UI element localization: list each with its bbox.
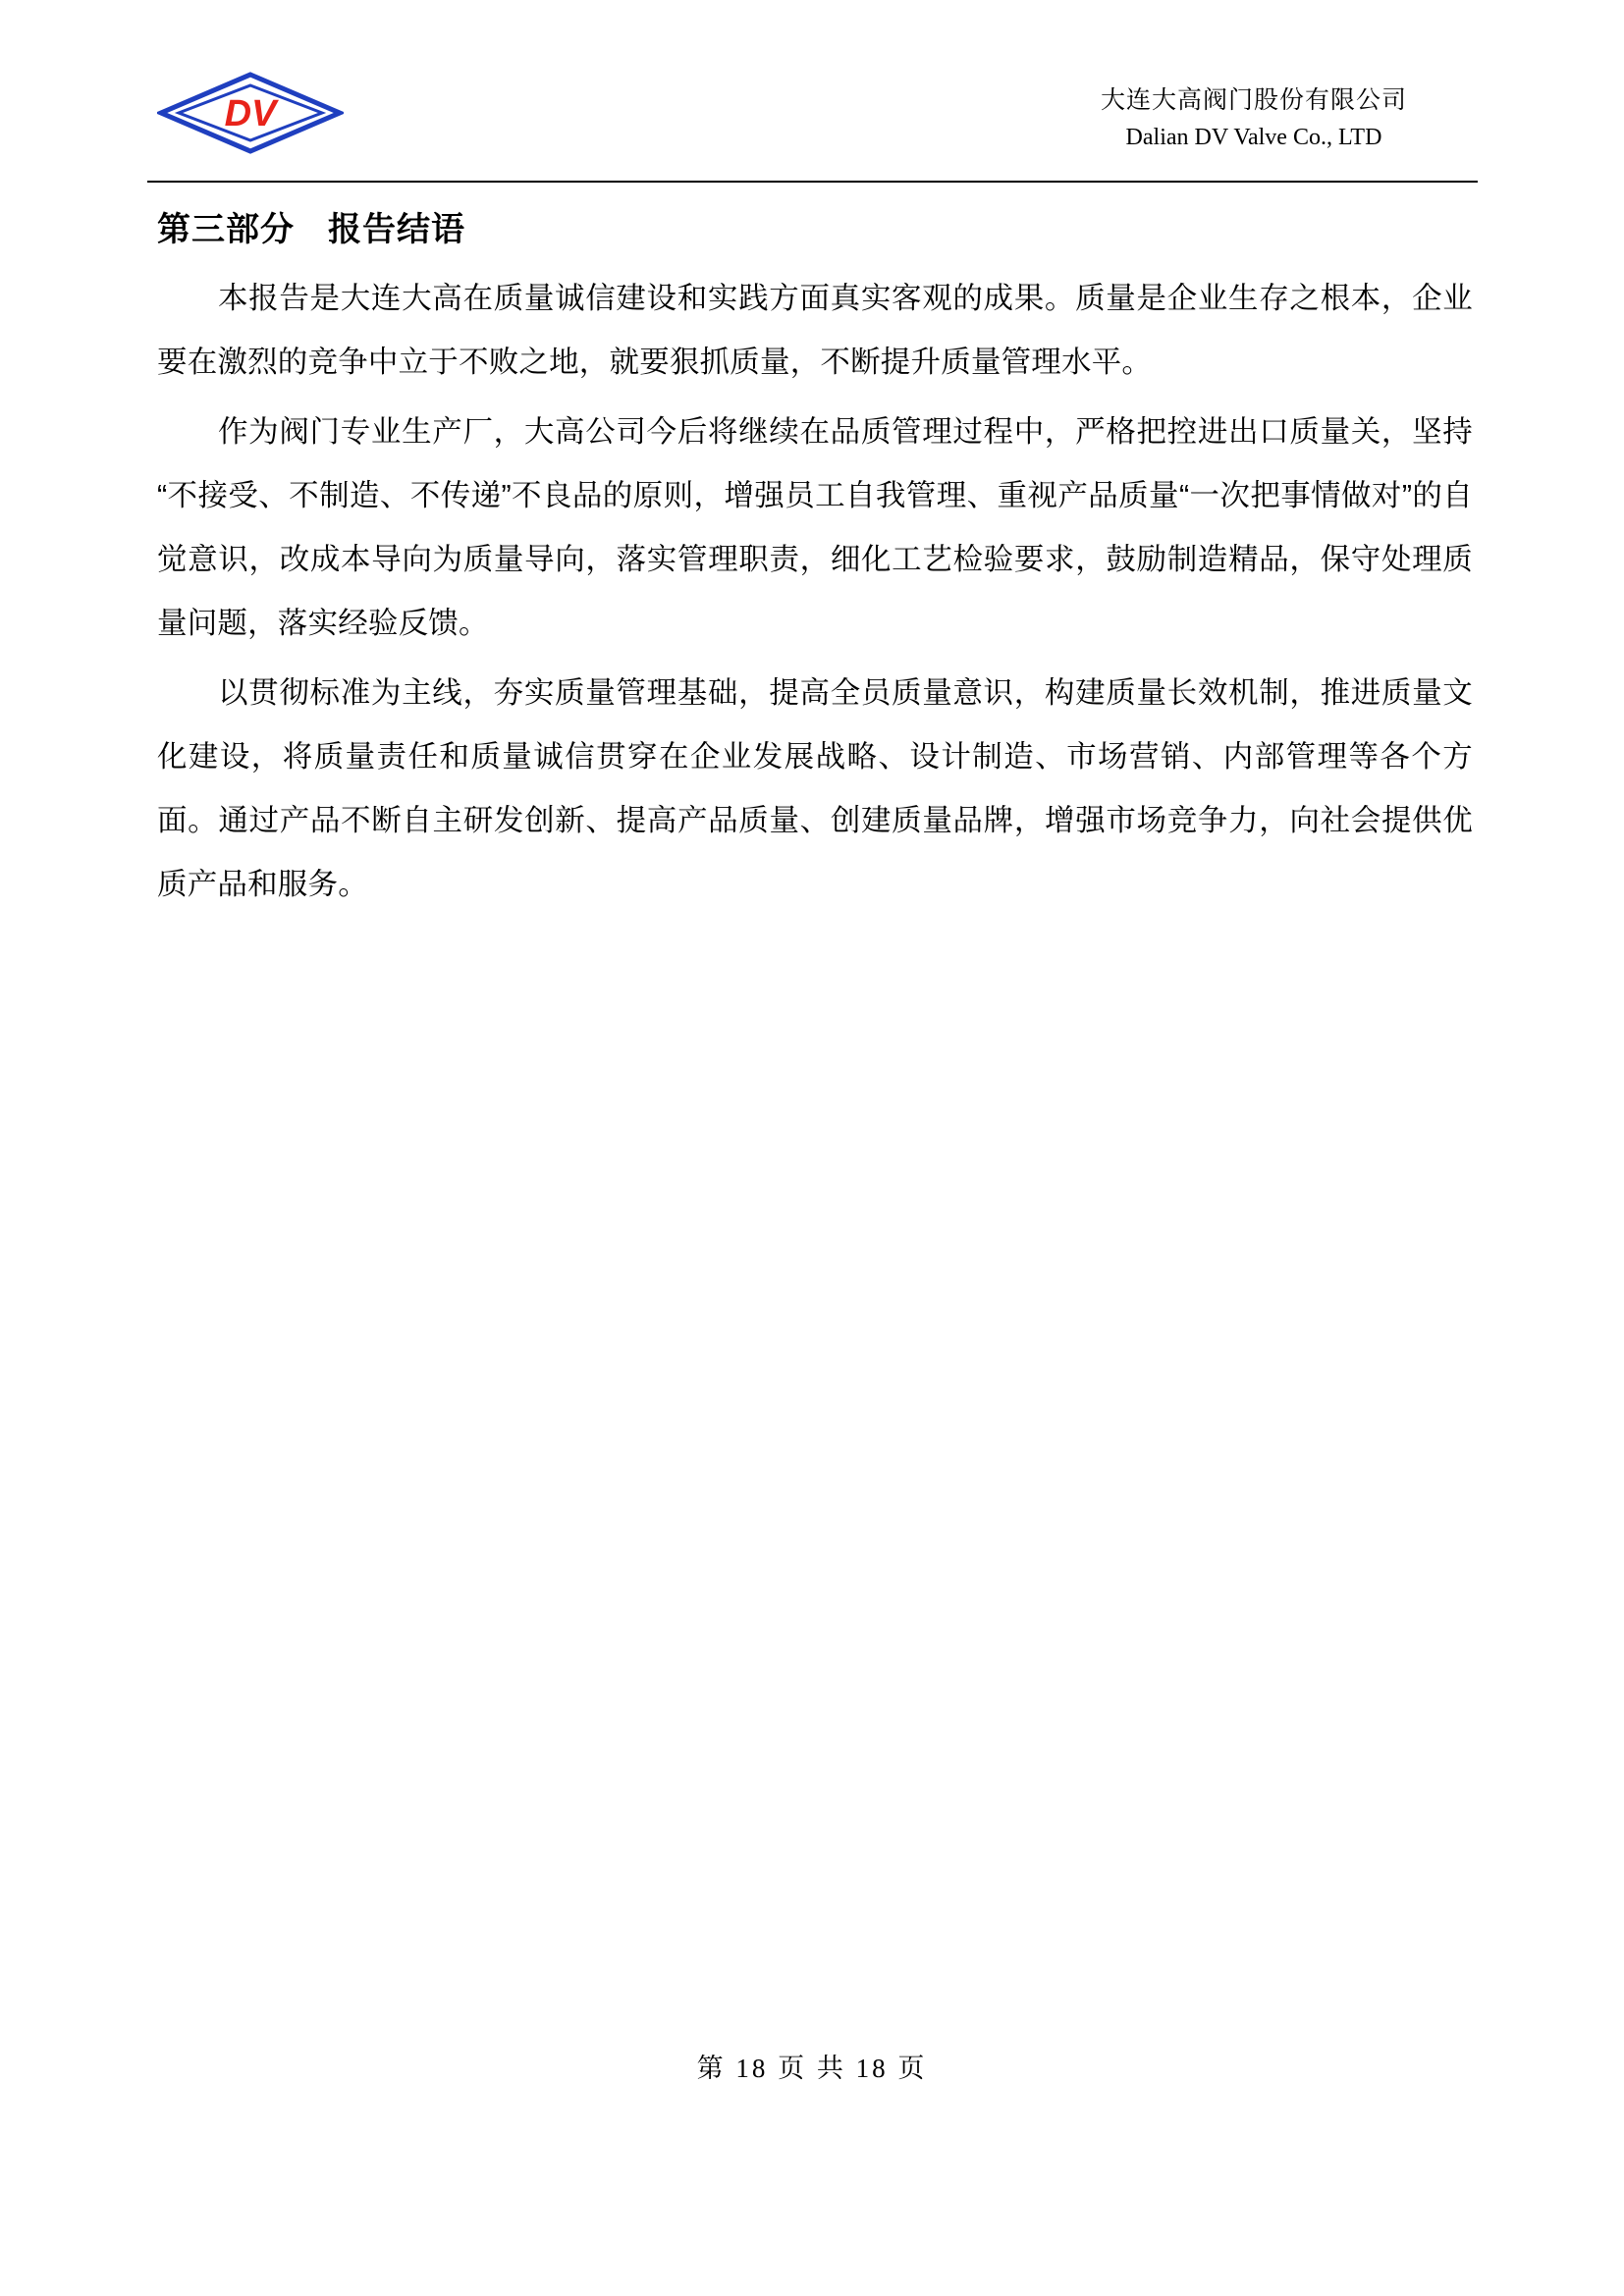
- company-name-cn: 大连大高阀门股份有限公司: [1100, 87, 1407, 114]
- paragraph-1: 本报告是大连大高在质量诚信建设和实践方面真实客观的成果。质量是企业生存之根本，企业要在激烈的竞争中立于不败之地，就要狠抓质量，不断提升质量管理水平。: [157, 282, 1473, 379]
- section-title-main: 报告结语: [328, 211, 465, 248]
- header-divider: [147, 181, 1478, 183]
- company-name-block: [1101, 71, 1478, 155]
- document-body: [157, 206, 1473, 923]
- page-footer: [0, 2047, 1624, 2085]
- paragraph-2: 作为阀门专业生产厂，大高公司今后将继续在品质管理过程中，严格把控进出口质量关，坚持“不接受、不制造、不传递”不良品的原则，增强员工自我管理、重视产品质量“一次把事情做对”的自觉意识，改成本导向为质量导向，落实管理职责，细化工艺检验要求，鼓励制造精品，保守处理质量问题，落实经验反馈。: [157, 415, 1473, 640]
- company-name-en: Dalian DV Valve Co., LTD: [1125, 125, 1382, 150]
- svg-text:DV: DV: [224, 93, 277, 134]
- section-title: [157, 206, 1473, 253]
- paragraph-3: 以贯彻标准为主线，夯实质量管理基础，提高全员质量意识，构建质量长效机制，推进质量文化建设，将质量责任和质量诚信贯穿在企业发展战略、设计制造、市场营销、内部管理等各个方面。通过产品不断自主研发创新、提高产品质量、创建质量品牌，增强市场竞争力，向社会提供优质产品和服务。: [157, 676, 1473, 901]
- section-title-prefix: 第三部分: [157, 211, 295, 248]
- page-header: [147, 71, 1478, 179]
- page-number: 第 18 页 共 18 页: [696, 2054, 928, 2083]
- dv-diamond-logo: [157, 71, 344, 155]
